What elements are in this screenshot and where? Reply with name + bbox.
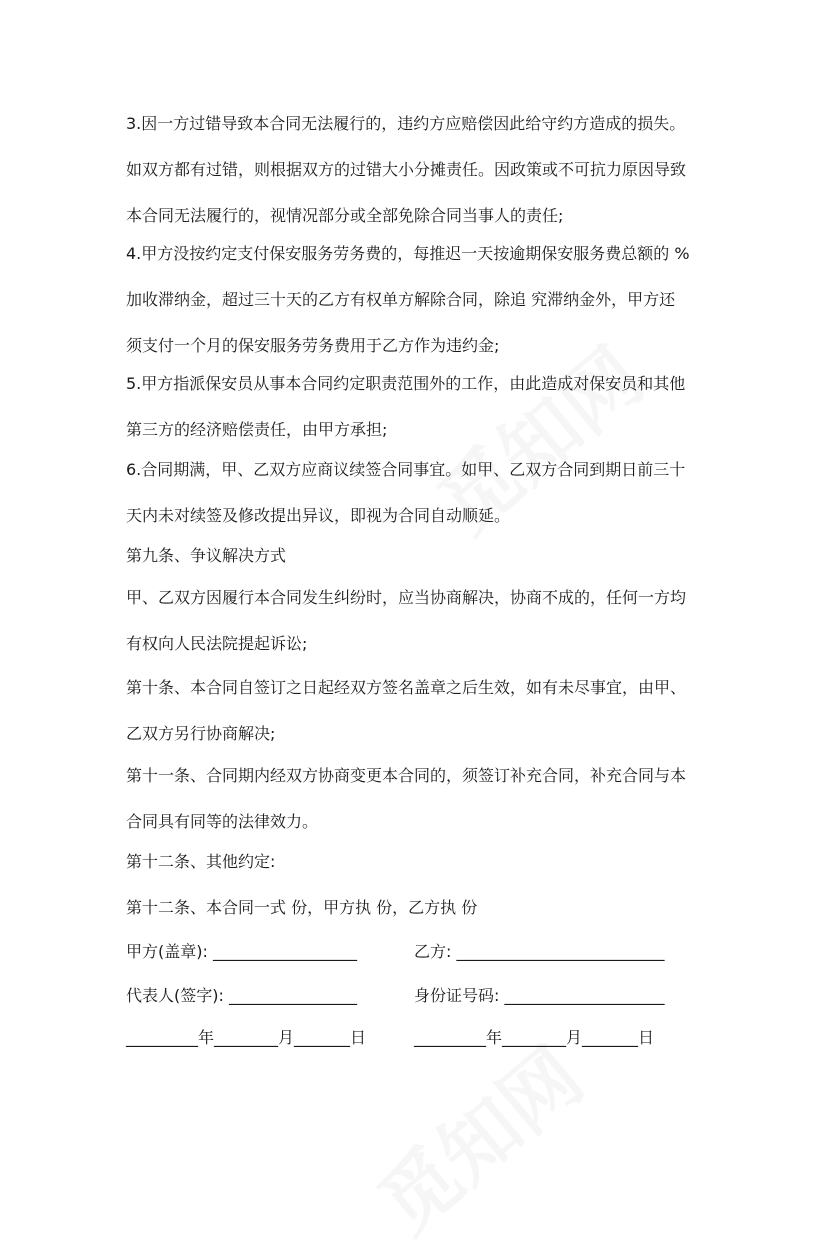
text-line: 第九条、争议解决方式 [126, 546, 287, 565]
representative-signature-field[interactable]: 代表人(签字): ________________ [126, 986, 357, 1005]
text-line: 第十条、本合同自签订之日起经双方签名盖章之后生效，如有未尽事宜，由甲、 [126, 678, 687, 697]
text-line: 天内未对续签及修改提出异议，即视为合同自动顺延。 [126, 506, 511, 525]
text-line: 第十一条、合同期内经双方协商变更本合同的，须签订补充合同，补充合同与本 [126, 766, 687, 785]
party-b-field[interactable]: 乙方: __________________________ [414, 942, 665, 961]
text-line: 如双方都有过错，则根据双方的过错大小分摊责任。因政策或不可抗力原因导致 [126, 160, 687, 179]
article-12-body [126, 890, 726, 926]
text-line: 6.合同期满，甲、乙双方应商议续签合同事宜。如甲、乙双方合同到期日前三十 [126, 460, 686, 479]
text-line: 本合同无法履行的，视情况部分或全部免除合同当事人的责任; [126, 206, 564, 225]
date-field-party-a[interactable]: _________年________月_______日 [126, 1028, 367, 1047]
text-line: 第十二条、其他约定: [126, 852, 276, 871]
article-11 [126, 758, 726, 840]
watermark-bottom [351, 1018, 602, 1254]
text-line: 有权向人民法院提起诉讼; [126, 634, 308, 653]
text-line: 3.因一方过错导致本合同无法履行的，违约方应赔偿因此给守约方造成的损失。 [126, 114, 686, 133]
text-line: 乙双方另行协商解决; [126, 724, 276, 743]
text-line: 5.甲方指派保安员从事本合同约定职责范围外的工作，由此造成对保安员和其他 [126, 374, 686, 393]
clause-8-4 [126, 236, 726, 364]
text-line: 加收滞纳金，超过三十天的乙方有权单方解除合同，除追 究滞纳金外，甲方还 [126, 290, 676, 309]
text-line: 须支付一个月的保安服务劳务费用于乙方作为违约金; [126, 336, 500, 355]
text-line: 第三方的经济赔偿责任，由甲方承担; [126, 420, 388, 439]
signature-row-representative [126, 982, 726, 1010]
text-line: 4.甲方没按约定支付保安服务劳务费的，每推迟一天按逾期保安服务费总额的 % [126, 244, 690, 263]
clause-8-3 [126, 106, 726, 234]
party-a-seal-field[interactable]: 甲方(盖章): __________________ [126, 942, 357, 961]
article-12-title [126, 844, 726, 880]
article-9-body [126, 580, 726, 662]
text-line: 第十二条、本合同一式 份，甲方执 份，乙方执 份 [126, 898, 478, 917]
clause-8-5 [126, 366, 726, 448]
clause-8-6 [126, 452, 726, 534]
date-field-party-b[interactable]: _________年________月_______日 [414, 1028, 655, 1047]
signature-row-parties [126, 938, 726, 966]
signature-row-dates [126, 1024, 726, 1052]
id-number-field[interactable]: 身份证号码: ____________________ [414, 986, 665, 1005]
article-10 [126, 670, 726, 752]
text-line: 甲、乙双方因履行本合同发生纠纷时，应当协商解决，协商不成的，任何一方均 [126, 588, 687, 607]
article-9-title [126, 538, 726, 574]
text-line: 合同具有同等的法律效力。 [126, 812, 319, 831]
